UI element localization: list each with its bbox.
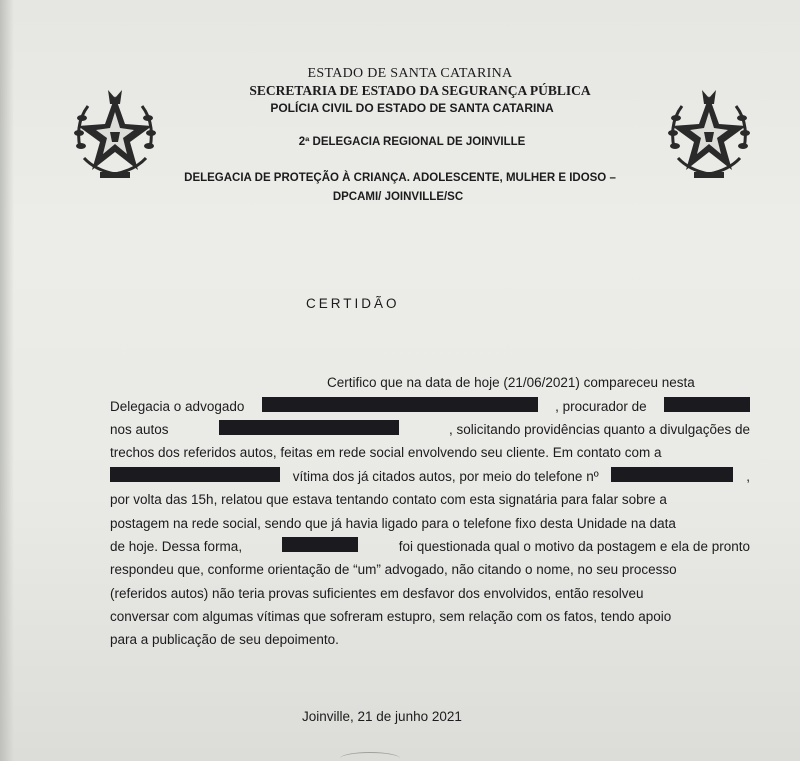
body-text: foi questionada qual o motivo da postagem e ela de pronto: [398, 539, 750, 554]
body-text: vítima dos já citados autos, por meio do telefone nº: [292, 469, 599, 484]
body-text: , solicitando providências quanto a divulgações de: [449, 422, 750, 437]
body-line-5: [110, 467, 750, 487]
body-line-3: [110, 420, 750, 440]
header-police: POLÍCIA CIVIL DO ESTADO DE SANTA CATARINA: [270, 101, 554, 115]
redaction-bar: [110, 467, 280, 482]
body-line-2: [110, 397, 750, 417]
body-line-7: postagem na rede social, sendo que já havia ligado para o telefone fixo desta Unidade na data: [110, 516, 676, 531]
body-line-8: [110, 537, 750, 557]
body-text: Delegacia o advogado: [110, 399, 245, 414]
body-line-6: por volta das 15h, relatou que estava tentando contato com esta signatária para falar sobre a: [110, 492, 667, 507]
body-text: , procurador de: [555, 399, 647, 414]
redaction-bar: [664, 397, 750, 412]
redaction-bar: [282, 537, 358, 552]
body-line-4: trechos dos referidos autos, feitas em rede social envolvendo seu cliente. Em contato com a: [110, 445, 662, 460]
body-line-10: (referidos autos) não teria provas suficientes em desfavor dos envolvidos, então resolveu: [110, 586, 644, 601]
body-line-12: para a publicação de seu depoimento.: [110, 632, 339, 647]
body-text: de hoje. Dessa forma,: [110, 539, 243, 554]
signature-fragment: [340, 752, 400, 761]
document-date: Joinville, 21 de junho 2021: [302, 709, 462, 724]
header-state: ESTADO DE SANTA CATARINA: [307, 66, 513, 81]
body-line-9: respondeu que, conforme orientação de “um” advogado, não citando o nome, no seu processo: [110, 562, 677, 577]
body-text: ,: [746, 469, 750, 484]
body-line-1: Certifico que na data de hoje (21/06/2021) compareceu nesta: [327, 375, 695, 390]
body-line-11: conversar com algumas vítimas que sofreram estupro, sem relação com os fatos, tendo apoio: [110, 609, 672, 624]
redaction-bar: [262, 397, 538, 412]
redaction-bar: [611, 467, 733, 482]
body-text: nos autos: [110, 422, 169, 437]
header-unit-line-2: DPCAMI/ JOINVILLE/SC: [332, 191, 464, 203]
redaction-bar: [219, 420, 399, 435]
header-regional-office: 2ª DELEGACIA REGIONAL DE JOINVILLE: [298, 136, 526, 148]
header-secretariat: SECRETARIA DE ESTADO DA SEGURANÇA PÚBLICA: [249, 83, 591, 98]
document-title: CERTIDÃO: [306, 296, 400, 311]
header-unit-line-1: DELEGACIA DE PROTEÇÃO À CRIANÇA. ADOLESCENTE, MULHER E IDOSO –: [184, 172, 616, 184]
